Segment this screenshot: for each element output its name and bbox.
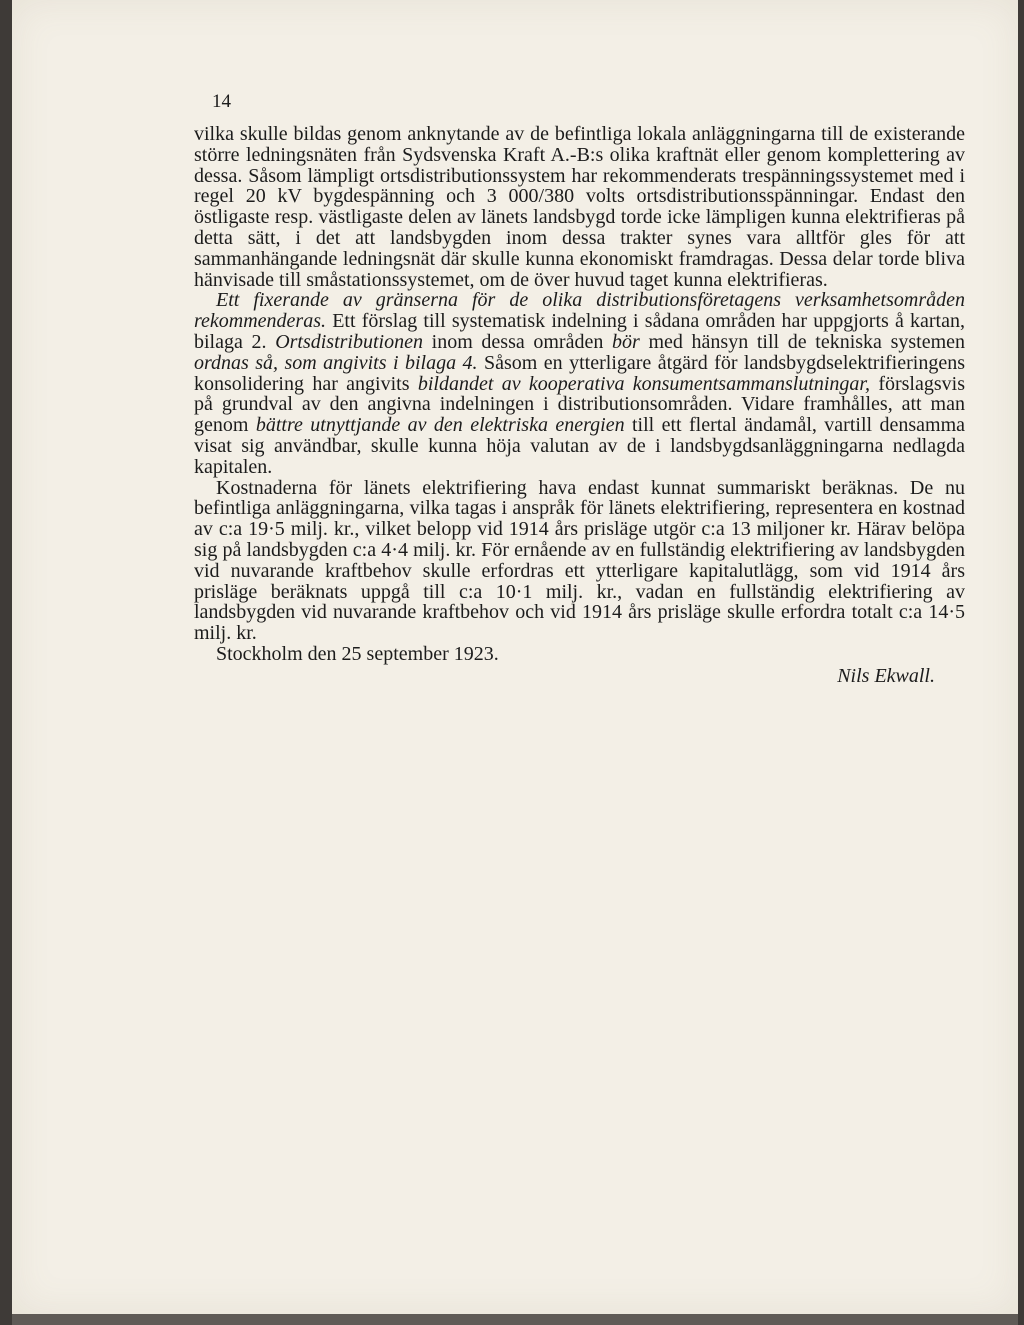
text-segment: inom dessa områden [422,330,613,353]
italic-text-segment: bör [612,330,640,353]
text-segment: förslagsvis på grundval av den angivna indelningen i distributionsområden. Vidare framhålles, att man genom [194,372,965,437]
italic-text-segment: Ortsdistributionen [275,330,423,353]
document-page [12,0,1018,1314]
paragraph-2 [194,290,965,477]
text-segment: Såsom en ytterligare åtgärd för landsbygdselektrifieringens konsolidering har angivits [194,351,965,395]
paragraph-3 [194,478,965,644]
text-segment: med hänsyn till de tekniska systemen [639,330,966,353]
text-segment: Kostnaderna för länets elektrifiering hava endast kunnat summariskt beräknas. De nu befintliga anläggningarna, vilka tagas i anspråk för länets elektrifiering, representera en kostnad av c:a 19·5 milj. kr., vilket belopp vid 1914 års prisläge utgör c:a 13 miljoner kr. Härav belöpa sig på landsbygden c:a 4·4 milj. kr. För ernående av en fullständig elektrifiering av landsbygden vid nuvarande kraftbehov skulle erfordras ett ytterligare kapitalutlägg, som vid 1914 års prisläge beräknats uppgå till c:a 10·1 milj. kr., vadan en fullständig elektrifiering av landsbygden vid nuvarande kraftbehov och vid 1914 års prisläge skulle erfordra totalt c:a 14·5 milj. kr. [194,476,965,645]
body-text [194,124,965,687]
text-segment: till ett flertal ändamål, vartill densamma visat sig användbar, skulle kunna höja valutan av de i landsbygdsanläggningarna nedlagda kapitalen. [194,414,965,478]
italic-text-segment: bättre utnyttjande av den elektriska energien [255,414,625,437]
paragraph-1 [194,124,965,290]
signature: Nils Ekwall. [837,664,935,687]
closing-place-date: Stockholm den 25 september 1923. [216,642,499,665]
scan-edge-left [0,0,12,1325]
page-number: 14 [212,91,231,112]
scan-edge-right [1018,0,1024,1325]
italic-text-segment: Ett fixerande av gränserna för de olika distributionsföretagens verksamhetsområden rekommenderas. [194,289,965,333]
italic-text-segment: ordnas så, som angivits i bilaga 4. [194,351,478,374]
text-segment: Ett förslag till systematisk indelning i sådana områden har uppgjorts å kartan, bilaga 2. [194,310,965,353]
text-segment: vilka skulle bildas genom anknytande av de befintliga lokala anläggningarna till de existerande större ledningsnäten från Sydsvenska Kraft A.-B:s olika kraftnät eller genom komplettering av dessa. Såsom lämpligt ortsdistributionssystem har rekommenderats trespänningssystemet med i regel 20 kV bygdespänning och 3 000/380 volts ortsdistributionsspänningar. Endast den östligaste resp. västligaste delen av länets landsbygd torde icke lämpligen kunna elektrifieras på detta sätt, i det att landsbygden inom dessa trakter synes vara alltför gles för att sammanhängande ledningsnät där skulle kunna ekonomiskt framdragas. Dessa delar torde bliva hänvisade till småstationssystemet, om de över huvud taget kunna elektrifieras. [194,123,965,291]
italic-text-segment: bildandet av kooperativa konsumentsammanslutningar, [417,372,870,395]
